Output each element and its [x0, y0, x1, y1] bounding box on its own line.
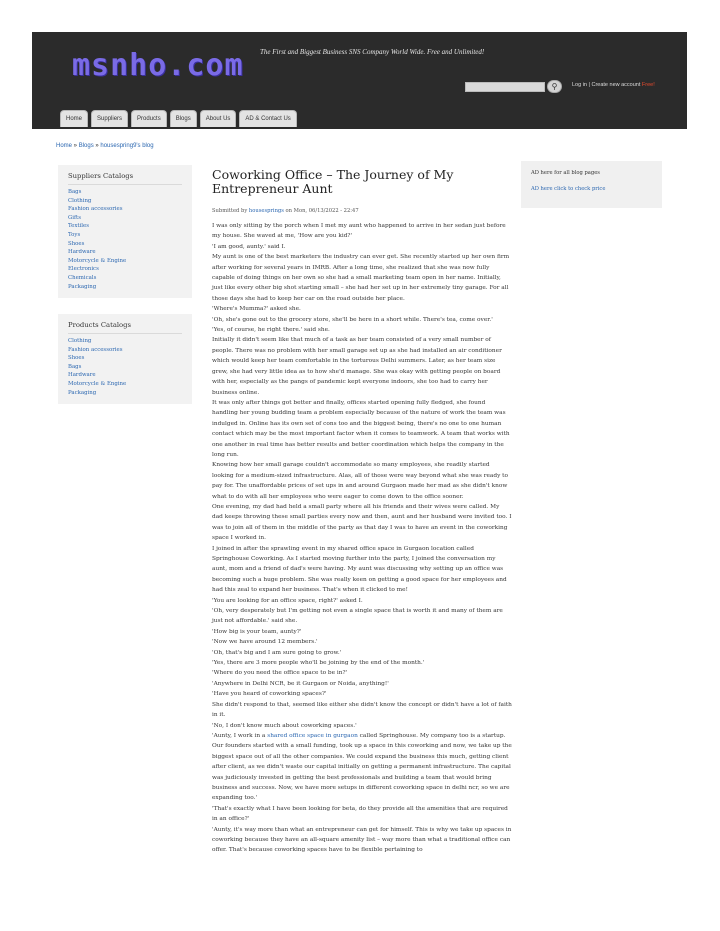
- nav-tab-ad-contact[interactable]: AD & Contact Us: [239, 110, 296, 127]
- submitted-prefix: Submitted by: [212, 208, 249, 214]
- shared-office-link[interactable]: shared office space in gurgaon: [267, 732, 358, 739]
- products-item-motorcycle-engine[interactable]: Motorcycle & Engine: [68, 380, 127, 387]
- nav-tab-about[interactable]: About Us: [200, 110, 237, 127]
- ad-block: [521, 161, 662, 208]
- products-catalog-list: [68, 337, 182, 397]
- suppliers-item-motorcycle-engine[interactable]: Motorcycle & Engine: [68, 257, 127, 264]
- site-tagline: The First and Biggest Business SNS Company World Wide. Free and Unlimited!: [260, 48, 485, 56]
- site-logo[interactable]: msnho.com: [72, 48, 244, 83]
- suppliers-catalog-list: [68, 188, 182, 291]
- search-input[interactable]: [465, 82, 545, 92]
- user-links[interactable]: [572, 82, 655, 88]
- post-paragraph: 'Aunty, it's way more than what an entrepreneur can get for himself. This is why we take up spaces in coworking because they have an all-square amenity list – way more than what a traditional office can offer. That's because coworking spaces have to be flexible pertaining to: [212, 826, 512, 854]
- suppliers-item-packaging[interactable]: Packaging: [68, 283, 97, 290]
- suppliers-catalogs-title: Suppliers Catalogs: [68, 172, 182, 185]
- suppliers-catalogs-block: [58, 165, 192, 298]
- post-body: [212, 221, 512, 856]
- submitted-date: on Mon, 06/13/2022 - 22:47: [283, 208, 359, 214]
- post-paragraph: 'You are looking for an office space, right?' asked I.: [212, 597, 363, 604]
- post-paragraph: She didn't respond to that, seemed like either she didn't know the concept or didn't have a lot of faith in it.: [212, 701, 512, 719]
- link-para-before: 'Aunty, I work in a: [212, 732, 268, 739]
- ad-price-link[interactable]: AD here click to check price: [531, 186, 606, 192]
- products-item-shoes[interactable]: Shoes: [68, 355, 85, 362]
- post-paragraph: 'Oh, that's big and I am sure going to grow.': [212, 649, 342, 656]
- post-paragraph-with-link: [212, 731, 512, 804]
- products-item-hardware[interactable]: Hardware: [68, 372, 96, 379]
- post-paragraph: 'Have you heard of coworking spaces?': [212, 691, 327, 698]
- post-paragraph: 'Oh, she's gone out to the grocery store, she'll be here in a short while. There's tea, come over.': [212, 316, 493, 323]
- site-header: [32, 32, 687, 129]
- main-nav: [60, 110, 297, 127]
- post-paragraph: 'I am good, aunty.' said I.: [212, 243, 286, 250]
- post-paragraph: I was only sitting by the porch when I met my aunt who happened to arrive in her sedan just before my house. She waved at me, 'How are you kid?': [212, 223, 506, 240]
- post-paragraph: I joined in after the sprawling event in my shared office space in Gurgaon location called Springhouse Coworking. As I started moving further into the party, I joined the conversation my aunt, mom and a friend of dad's were having. My aunt was discussing why setting up an office was becoming such a huge problem. She was really keen on getting a good space for her employees and had this zeal to expand her business. That's when it clicked to me!: [212, 545, 507, 594]
- post-paragraph: 'Yes, there are 3 more people who'll be joining by the end of the month.': [212, 660, 425, 667]
- nav-tab-blogs[interactable]: Blogs: [170, 110, 197, 127]
- blog-post: [212, 168, 512, 856]
- post-paragraph: Initially it didn't seem like that much of a task as her team consisted of a very small number of people. There was no problem with her small garage set up as she had installed an air conditioner which would keep her team comfortable in the torturous Delhi summers. Later, as her team size grew, she had very little idea as to how she'd manage. She was okay with getting people on board with her, especially as the pangs of pandemic kept everyone indoors, she too had to carry her business online.: [212, 337, 502, 396]
- products-catalogs-block: [58, 314, 192, 404]
- post-paragraph: My aunt is one of the best marketers the industry can ever get. She recently started up her own firm after working for several years in IMRB. After a long time, she realized that she was now fully capable of doing things on her own so she had a small marketing team open in her name. Initially, just like every other big shot starting small – she had her set up in her extremely tiny garage. For all those days she had to keep her car on the road outside her place.: [212, 254, 510, 302]
- post-paragraph: Knowing how her small garage couldn't accommodate so many employees, she readily started looking for a medium-sized infrastructure. Alas, all of those were way beyond what she was ready to pay for. The unaffordable prices of set ups in and around Gurgaon made her mad as she didn't know what to do with all her employees who were eager to come down to the office sooner.: [212, 462, 509, 500]
- suppliers-item-fashion-accessories[interactable]: Fashion accessories: [68, 206, 123, 213]
- suppliers-item-chemicals[interactable]: Chemicals: [68, 274, 97, 281]
- post-paragraph: 'Where's Mumma?' asked she.: [212, 306, 301, 313]
- products-item-packaging[interactable]: Packaging: [68, 389, 97, 396]
- search-button[interactable]: [547, 80, 562, 93]
- suppliers-item-hardware[interactable]: Hardware: [68, 249, 96, 256]
- post-paragraph: It was only after things got better and finally, offices started opening fully fledged, she found handling her young budding team a problem especially because of the nature of work the team was indulged in. Online has its own set of cons too and the biggest being, there's no one to one human contact which may be the most important factor when it comes to teamwork. A team that works with one another in real time has better results and better coordination which helps the company in the long run.: [212, 399, 510, 458]
- post-paragraph: 'How big is your team, aunty?': [212, 628, 302, 635]
- post-paragraph: 'No, I don't know much about coworking spaces.': [212, 722, 357, 729]
- link-para-after: called Springhouse. My company too is a startup. Our founders started with a small funding, took up a space in this coworking and now, we take up the biggest space out of all the other companies. We could expand the business this much, getting client after client, as we didn't waste our capital initially on getting a permanent infrastructure. The capital was judiciously invested in getting the best professionals and building a team that would bring business and success. Now, we have more setups in different coworking space in delhi ncr, so we are expanding too.': [212, 732, 512, 802]
- author-link[interactable]: housesprings: [248, 208, 284, 214]
- post-paragraph: One evening, my dad had held a small party where all his friends and their wives were called. My dad keeps throwing these small parties every now and then, aunt and her husband were invited too. I was to join all of them in the middle of the party as that day I was to have an event in the coworking space I worked in.: [212, 503, 512, 542]
- post-paragraph: 'That's exactly what I have been looking for beta, do they provide all the amenities that are required in an office?': [212, 805, 508, 823]
- suppliers-item-textiles[interactable]: Textiles: [68, 223, 89, 230]
- post-paragraph: 'Oh, very desperately but I'm getting not even a single space that is worth it and many of them are just not affordable.' said she.: [212, 608, 503, 625]
- suppliers-item-shoes[interactable]: Shoes: [68, 240, 85, 247]
- suppliers-item-clothing[interactable]: Clothing: [68, 197, 92, 204]
- products-item-clothing[interactable]: Clothing: [68, 338, 92, 344]
- products-item-fashion-accessories[interactable]: Fashion accessories: [68, 346, 123, 353]
- post-paragraph: 'Yes, of course, he right there.' said she.: [212, 327, 330, 334]
- search-icon: ⚲: [551, 82, 558, 91]
- post-submitted: [212, 208, 512, 214]
- nav-tab-suppliers[interactable]: Suppliers: [91, 110, 128, 127]
- post-paragraph: 'Where do you need the office space to be in?': [212, 670, 348, 677]
- breadcrumb-blogs[interactable]: Blogs: [78, 143, 94, 149]
- ad-title: AD here for all blog pages: [531, 170, 600, 176]
- nav-tab-home[interactable]: Home: [60, 110, 88, 127]
- breadcrumb-separator: »: [72, 143, 79, 149]
- products-catalogs-title: Products Catalogs: [68, 321, 182, 334]
- post-title: Coworking Office – The Journey of My Entrepreneur Aunt: [212, 167, 454, 196]
- suppliers-item-electronics[interactable]: Electronics: [68, 266, 99, 273]
- breadcrumb-separator: »: [93, 143, 101, 149]
- nav-tab-products[interactable]: Products: [131, 110, 167, 127]
- free-badge: Free!: [641, 82, 655, 88]
- breadcrumb: [56, 143, 154, 149]
- breadcrumb-home[interactable]: Home: [56, 143, 73, 149]
- suppliers-item-gifts[interactable]: Gifts: [68, 214, 81, 221]
- post-paragraph: 'Anywhere in Delhi NCR, be it Gurgaon or Noida, anything!': [212, 680, 389, 687]
- suppliers-item-bags[interactable]: Bags: [68, 189, 82, 195]
- login-register-link[interactable]: Log in | Create new account: [572, 82, 641, 88]
- suppliers-item-toys[interactable]: Toys: [68, 231, 81, 238]
- breadcrumb-current[interactable]: housespring9's blog: [100, 143, 154, 149]
- products-item-bags[interactable]: Bags: [68, 363, 82, 370]
- post-paragraph: 'Now we have around 12 members.': [212, 639, 318, 646]
